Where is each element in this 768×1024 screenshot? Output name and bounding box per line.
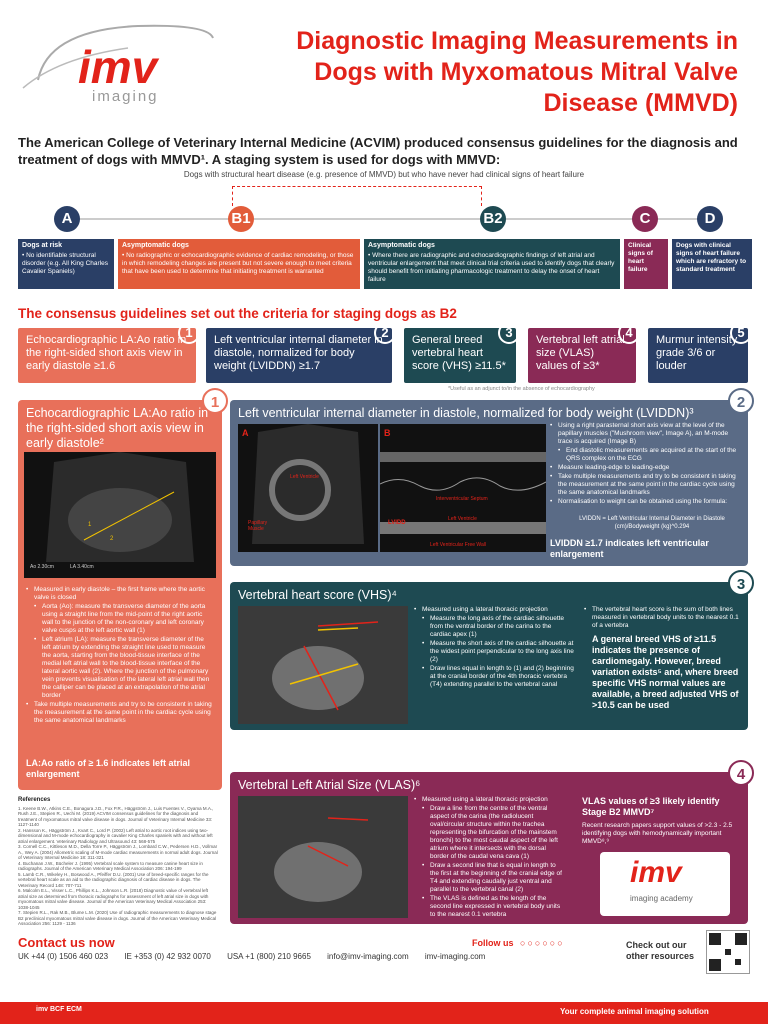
stage-b1-badge: B1: [228, 206, 254, 232]
criterion-2: [206, 325, 392, 383]
image-a-label-lv: Left Ventricle: [290, 474, 319, 480]
criterion-3: [404, 325, 516, 383]
checkout-resources: Check out our other resources: [626, 940, 695, 961]
footer-tagline: Your complete animal imaging solution: [560, 1007, 709, 1016]
stage-b2-text: • Where there are radiographic and echocardiographic findings of left atrial and ventricular enlargement that meet clinical trial criteria used to identify dogs that clearly should benefit from initiating pharmacologic treatment to delay the onset of heart failure: [368, 252, 615, 283]
criteria-heading: The consensus guidelines set out the criteria for staging dogs as B2: [18, 306, 457, 321]
footer-brand-logos: imv BCF ECM: [36, 1006, 82, 1013]
panel-2-bullet: • Take multiple measurements and try to be consistent in taking the measurement at the same point in the cardiac cycle using the same anatomical landmarks: [550, 473, 742, 497]
panel-1-bullet: • Measured in early diastole – the first frame where the aortic valve is closed: [26, 586, 214, 602]
phone-usa[interactable]: USA +1 (800) 210 9665: [227, 952, 311, 961]
stage-b1-title: Asymptomatic dogs: [122, 242, 189, 249]
panel-2-bullet: • Using a right parasternal short axis view at the level of the papillary muscles ("Mushroom view", Image A), an M-mode trace is acquired (Image B): [550, 422, 742, 446]
contact-details: [18, 952, 499, 961]
academy-logo-text: imv: [630, 856, 682, 889]
page-title: Diagnostic Imaging Measurements in Dogs with Myxomatous Mitral Valve Disease (MMVD): [296, 27, 738, 117]
panel-lviddn: [230, 394, 748, 566]
reference-item: 6. Malcolm E.L., Visser L.C., Phillips K.L., Johnson L.R. (2018) Diagnostic value of vertebral left atrial size as determined from thoracic radiographs for assessment of left atrial size in dogs with myxomatous mitral valve disease. Journal of the American Veterinary Medical Association 253: 1038-1045: [18, 888, 209, 910]
logo-subtext: imaging: [92, 88, 159, 105]
echo-label-ao: Ao 2.30cm: [30, 564, 54, 570]
image-b-label-lvfw: Left Ventricular Free Wall: [430, 542, 486, 548]
echo-marker-2: 2: [110, 536, 114, 542]
image-b-label-lvidd: LVIDD: [388, 520, 406, 526]
panel-3-bullets: [414, 606, 574, 690]
panel-1-bullet: • Left atrium (LA): measure the transverse diameter of the left atrium by extending the straight line used to measure the aorta, starting from the blood-tissue interface of the medial left atrial wall to the blood-tissue interface of the lateral aortic wall (2). Where the junction of the pulmonary vein prevents visualisation of the lateral left atrial wall then the calliper can be placed at an extrapolation of the atrial border: [26, 636, 214, 700]
stage-d-text: Dogs with clinical signs of heart failure which are refractory to standard treatment: [676, 242, 747, 273]
imv-academy-logo: [600, 852, 730, 916]
panel-3-bullet: • Measure the short axis of the cardiac silhouette at the widest point perpendicular to the long axis line (2): [414, 640, 574, 664]
stage-d-box: [672, 239, 752, 289]
criterion-4-text: Vertebral left atrial size (VLAS) values of ≥3*: [536, 334, 625, 372]
panel-4-bullets: [414, 796, 564, 920]
email-link[interactable]: info@imv-imaging.com: [327, 952, 409, 961]
echo-label-la: LA 3.40cm: [70, 564, 94, 570]
echo-image-a: [238, 424, 378, 552]
panel-3-bullet: • Draw lines equal in length to (1) and (2) beginning at the cranial border of the 4th thoracic vertebra (T4) extending parallel to the vertebral canal: [414, 665, 574, 689]
criterion-3-text: General breed vertebral heart score (VHS) ≥11.5*: [412, 334, 506, 372]
panel-4-bullet: • Measured using a lateral thoracic projection: [414, 796, 564, 804]
stage-c-text: Clinical signs of heart failure: [628, 242, 653, 273]
contact-heading: Contact us now: [18, 935, 115, 950]
logo-text: imv: [78, 41, 158, 93]
staging-line: [60, 218, 710, 220]
echo-image-la-ao: [24, 452, 216, 578]
panel-4-conclusion: VLAS values of ≥3 likely identify Stage B2 MMVD⁷: [582, 796, 720, 817]
image-a-letter: A: [242, 428, 249, 438]
panel-2-title: Left ventricular internal diameter in diastole, normalized for body weight (LVIDDN)³: [238, 406, 694, 420]
panel-3-title: Vertebral heart score (VHS)⁴: [238, 588, 397, 602]
references: [18, 798, 218, 927]
criterion-5: [648, 325, 748, 383]
references-title: References: [18, 797, 51, 803]
echo-marker-1: 1: [88, 522, 92, 528]
panel-1-number: 1: [202, 388, 228, 414]
criterion-4-number: 4: [618, 322, 640, 344]
image-b-label-lv: Left Ventricle: [448, 516, 477, 522]
panel-1-title: Echocardiographic LA:Ao ratio in the right-sided short axis view in early diastole²: [26, 406, 209, 450]
vlas-radiograph: [238, 796, 408, 918]
panel-1-bullet: • Take multiple measurements and try to be consistent in taking the measurement at the same point in the cardiac cycle using the same anatomical landmarks: [26, 701, 214, 725]
panel-3-bullet: • Measured using a lateral thoracic projection: [414, 606, 574, 614]
stage-a-badge: A: [54, 206, 80, 232]
stage-b1-box: [118, 239, 360, 289]
criteria-footnote: *Useful as an adjunct to/in the absence of echocardiography: [448, 386, 595, 392]
panel-2-bullet: • Measure leading-edge to leading-edge: [550, 464, 742, 472]
reference-item: 7. Stepien R.L., Rak M.B., Blume L.M. (2020) Use of radiographic measurements to diagnose stage B2 preclinical myxomatous mitral valve disease in dogs. Journal of the American Veterinary Medical Association 256: 1129 - 1136: [18, 910, 217, 926]
panel-3-number: 3: [728, 570, 754, 596]
stage-c-badge: C: [632, 206, 658, 232]
stage-c-box: [624, 239, 668, 289]
panel-4-research: Recent research papers support values of >2.3 - 2.5 identifying dogs with hemodynamically important MMVD⁸,⁹: [582, 822, 733, 845]
panel-1-bullet: • Aorta (Ao): measure the transverse diameter of the aorta using a straight line from the mid-point of the right aortic wall to the junction of the non-coronary and left coronary valve cusps at the left aortic wall (1): [26, 603, 214, 635]
panel-2-bullet: • End diastolic measurements are acquired at the start of the QRS complex on the ECG: [550, 447, 742, 463]
follow-label: Follow us: [472, 938, 514, 948]
panel-2-bullet: • Normalisation to weight can be obtained using the formula:: [550, 498, 742, 506]
image-a-label-pm: Papillary Muscle: [248, 520, 268, 532]
panel-4-title: Vertebral Left Atrial Size (VLAS)⁶: [238, 778, 421, 792]
stage-b1-text: • No radiographic or echocardiographic evidence of cardiac remodeling, or those in which remodeling changes are present but not severe enough to meet criteria that have been used to determine that initiating treatment is warranted: [122, 252, 354, 275]
panel-3-conclusion: A general breed VHS of ≥11.5 indicates the presence of cardiomegaly. However, breed variation exists⁵ and, where breed specific VHS normal values are available, a breed adjusted VHS of >10.5 can be used: [592, 634, 739, 710]
stage-b2-badge: B2: [480, 206, 506, 232]
stage-b2-box: [364, 239, 620, 289]
criterion-5-number: 5: [730, 322, 752, 344]
criterion-1-text: Echocardiographic LA:Ao ratio in the right-sided short axis view in early diastole ≥1.6: [26, 334, 187, 372]
criterion-2-number: 2: [374, 322, 396, 344]
panel-vhs: [230, 576, 748, 730]
reference-item: 4. Buchanan J.W., Bücheler J. (1995) Vertebral scale system to measure canine heart size in radiographs. Journal of the American Veterinary Medical Association 206: 194-199: [18, 860, 203, 871]
stage-a-text: • No identifiable structural disorder (e.g. All King Charles Cavalier Spaniels): [22, 252, 108, 275]
phone-uk[interactable]: UK +44 (0) 1506 460 023: [18, 952, 109, 961]
reference-item: 5. Lamb C.R., Wikeley H., Boswood A., Pfeiffer D.U. (2001) Use of breed-specific ranges for the vertebral heart scale as an aid to the radiographic diagnosis of cardiac disease in dogs. The Veterinary Record 148: 707-711: [18, 871, 209, 888]
panel-1-bullets: [26, 586, 214, 726]
stage-b2-title: Asymptomatic dogs: [368, 242, 435, 249]
panel-la-ao: [18, 394, 222, 790]
panel-vlas: [230, 766, 748, 924]
criterion-4: [528, 325, 636, 383]
stage-a-box: [18, 239, 114, 289]
criterion-1: [18, 325, 196, 383]
criterion-3-number: 3: [498, 322, 520, 344]
panel-4-bullet: • Draw a line from the centre of the ventral aspect of the carina (the radiolucent oval/circular structure within the trachea representing the bifurcation of the mainstem bronchi) to the most caudal aspect of the left atrium where it intersects with the dorsal border of the caudal vena cava (1): [414, 805, 564, 861]
reference-item: 2. Hansson K., Häggström J., Kvart C., Lord P. (2002) Left atrial to aortic root indices using two-dimensional and M-mode echocardiography in cavalier King Charles spaniels with and without left atrial enlargement. Veterinary Radiology and Ultrasound 43: 568-575: [18, 827, 213, 844]
reference-item: 3. Cornell C.C., Kittleson M.D., Della Torre P., Häggström J., Lombard C.W., Pedersen H.D., Vollmar A., Wey A. (2004) Allometric scaling of M-mode cardiac measurements in normal adult dogs. Journal of Veterinary Internal Medicine 18: 311-321: [18, 844, 218, 860]
lviddn-formula: LVIDDN = Left Ventricular Internal Diameter in Diastole (cm)/Bodyweight (kg)^0.294: [579, 516, 725, 530]
panel-3-bullet: • Measure the long axis of the cardiac silhouette from the ventral border of the carina to the cardiac apex (1): [414, 615, 574, 639]
intro-text: The American College of Veterinary Internal Medicine (ACVIM) produced consensus guidelines for the diagnosis and treatment of dogs with MMVD¹. A staging system is used for dogs with MMVD:: [18, 135, 738, 167]
imv-imaging-logo[interactable]: [18, 18, 218, 108]
qr-code-icon[interactable]: [706, 930, 750, 974]
social-icons[interactable]: ○○○○○○: [520, 938, 565, 948]
panel-1-conclusion: LA:Ao ratio of ≥ 1.6 indicates left atrial enlargement: [26, 758, 190, 779]
staging-bracket: [232, 186, 482, 206]
panel-2-conclusion: LVIDDN ≥1.7 indicates left ventricular enlargement: [550, 538, 709, 559]
panel-4-bullet: • Draw a second line that is equal in length to the first at the beginning of the cranial edge of T4 and extending caudally just ventral and parallel to the vertebral canal (2): [414, 862, 564, 894]
criterion-1-number: 1: [178, 322, 200, 344]
stage-a-title: Dogs at risk: [22, 242, 63, 249]
staging-caption: Dogs with structural heart disease (e.g. presence of MMVD) but who have never had clinical signs of heart failure: [183, 170, 585, 179]
phone-ie[interactable]: IE +353 (0) 42 932 0070: [124, 952, 211, 961]
stage-d-badge: D: [697, 206, 723, 232]
panel-2-number: 2: [728, 388, 754, 414]
criterion-5-text: Murmur intensity grade 3/6 or louder: [656, 334, 738, 372]
panel-3-side-bullet: • The vertebral heart score is the sum of both lines measured in vertebral body units to the nearest 0.1 of a vertebra: [584, 606, 740, 630]
academy-logo-subtext: imaging academy: [630, 894, 693, 903]
reference-item: 1. Keene B.W., Atkins C.E., Bonagura J.D., Fox P.R., Häggström J., Luis Fuentes V., Oyama M.A., Rush J.E., Stepien R., Uechi M. (2019) ACVIM consensus guidelines for the diagnosis and treatment of myxomatous mitral valve disease in dogs. Journal of Veterinary Internal Medicine 33: 1127-1140: [18, 805, 214, 827]
panel-3-side-bullets: [584, 606, 740, 631]
vhs-radiograph: [238, 606, 408, 724]
panel-2-bullets: [550, 422, 742, 507]
image-b-label-ivs: Interventricular Septum: [436, 496, 488, 502]
mmode-image-b: [380, 424, 546, 552]
panel-4-bullet: • The VLAS is defined as the length of the second line expressed in vertebral body units to the nearest 0.1 vertebra: [414, 895, 564, 919]
criterion-2-text: Left ventricular internal diameter in diastole, normalized for body weight (LVIDDN) ≥1.7: [214, 334, 383, 372]
image-b-letter: B: [384, 428, 391, 438]
panel-4-number: 4: [728, 760, 754, 786]
follow-us: [472, 938, 565, 948]
website-link[interactable]: imv-imaging.com: [424, 952, 486, 961]
